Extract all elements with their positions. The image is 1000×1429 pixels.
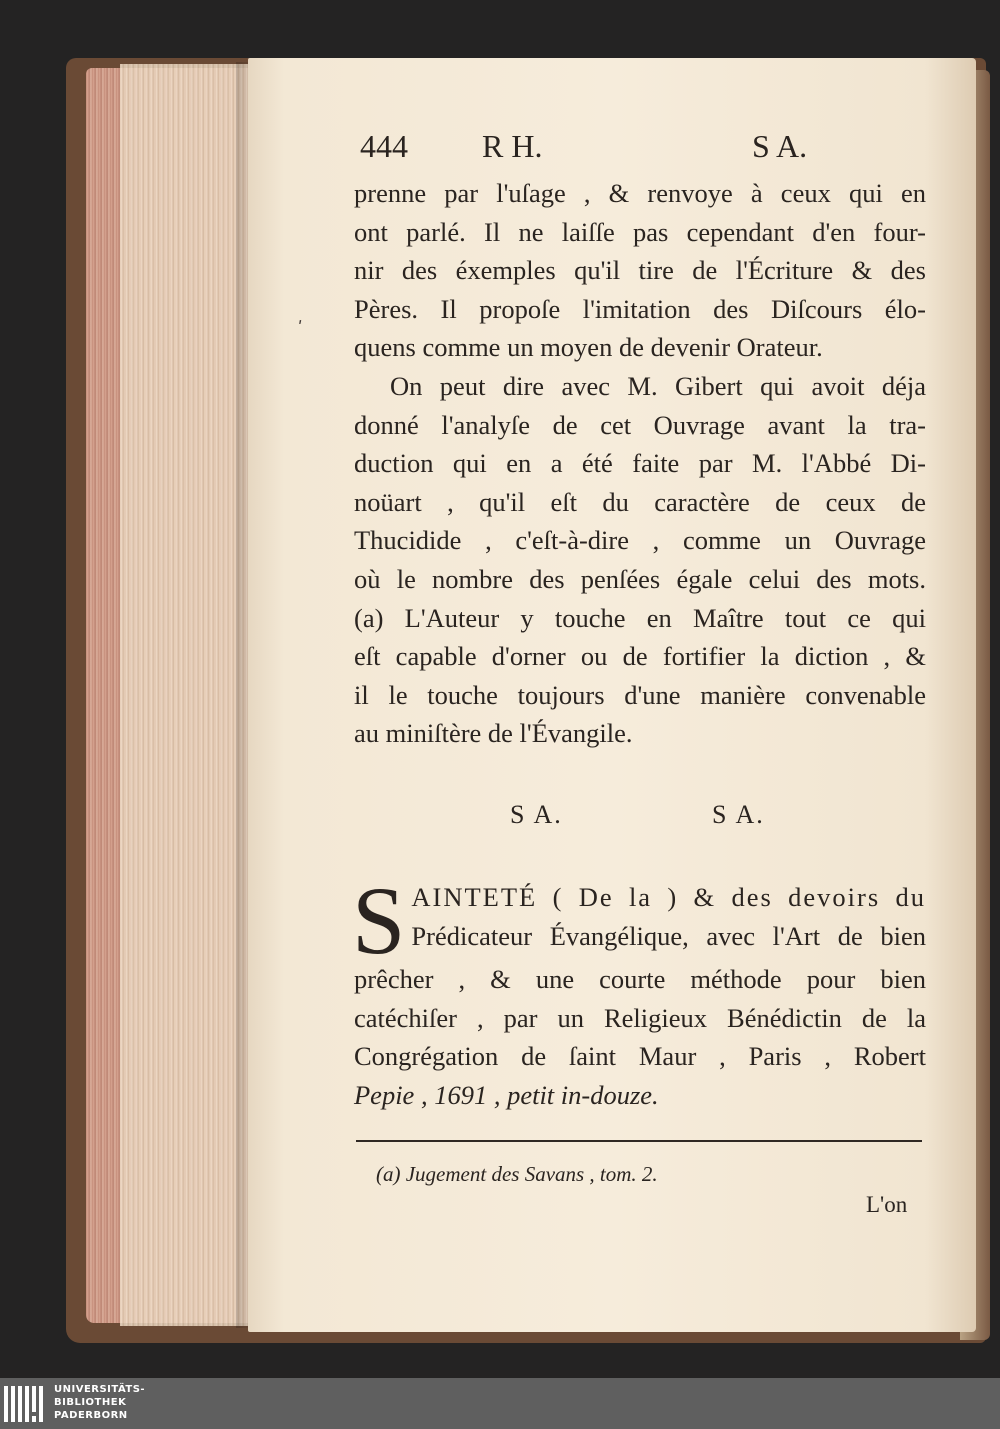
text-line: (a) L'Auteur y touche en Maître tout ce qui xyxy=(354,602,926,633)
text-line: Thucidide , c'eſt-à-dire , comme un Ouvrage xyxy=(354,525,926,556)
footnote-rule xyxy=(356,1140,922,1142)
drop-cap: S xyxy=(352,867,406,974)
running-head-right: S A. xyxy=(752,128,808,164)
running-head-left: R H. xyxy=(482,128,543,164)
text-line: nir des éxemples qu'il tire de l'Écriture & des xyxy=(354,255,926,286)
text-line: prenne par l'uſage , & renvoye à ceux qui en xyxy=(354,178,926,208)
logo-line: UNIVERSITÄTS- xyxy=(54,1384,146,1395)
margin-mark: ʹ xyxy=(298,318,303,337)
text-line: Congrégation de ſaint Maur , Paris , Robert xyxy=(354,1041,926,1072)
library-logo-text xyxy=(54,1383,145,1422)
paragraph-2 xyxy=(354,367,926,753)
section-heading-left: S A. xyxy=(510,800,563,829)
text-line: Prédicateur Évangélique, avec l'Art de bien xyxy=(411,920,926,951)
text-line: eſt capable d'orner ou de fortifier la diction , & xyxy=(354,641,926,672)
library-footer xyxy=(0,1378,1000,1429)
text-line: au miniſtère de l'Évangile. xyxy=(354,718,633,749)
paragraph-1 xyxy=(354,174,926,367)
text-line: AINTETÉ ( De la ) & des devoirs du xyxy=(411,882,926,912)
text-line: Pepie , 1691 , petit in-douze. xyxy=(354,1079,659,1110)
text-line: catéchiſer , par un Religieux Bénédictin de la xyxy=(354,1002,926,1033)
text-line: On peut dire avec M. Gibert qui avoit déja xyxy=(390,371,926,401)
text-line: prêcher , & une courte méthode pour bien xyxy=(354,964,926,994)
catchword: L'on xyxy=(866,1192,908,1217)
text-line: ont parlé. Il ne laiſſe pas cependant d'en four- xyxy=(354,216,926,247)
logo-line: BIBLIOTHEK xyxy=(54,1397,127,1408)
section-heading-right: S A. xyxy=(712,800,765,829)
text-line: duction qui en a été faite par M. l'Abbé Di- xyxy=(354,448,926,479)
running-header xyxy=(360,128,926,168)
footnote: (a) Jugement des Savans , tom. 2. xyxy=(376,1162,658,1186)
library-logo-icon xyxy=(4,1386,48,1422)
page-stack xyxy=(120,64,248,1326)
text-line: il le touche toujours d'une manière convenable xyxy=(354,679,926,710)
page-number: 444 xyxy=(360,128,408,164)
logo-line: PADERBORN xyxy=(54,1410,128,1421)
text-line: donné l'analyſe de cet Ouvrage avant la tra- xyxy=(354,409,926,440)
text-line: quens comme un moyen de devenir Orateur. xyxy=(354,332,823,363)
section-heading xyxy=(354,800,926,840)
text-line: noüart , qu'il eſt du caractère de ceux de xyxy=(354,486,926,517)
text-line: où le nombre des penſées égale celui des mots. xyxy=(354,563,926,594)
entry-paragraph xyxy=(352,867,926,1114)
text-line: Pères. Il propoſe l'imitation des Diſcours élo- xyxy=(354,293,926,324)
